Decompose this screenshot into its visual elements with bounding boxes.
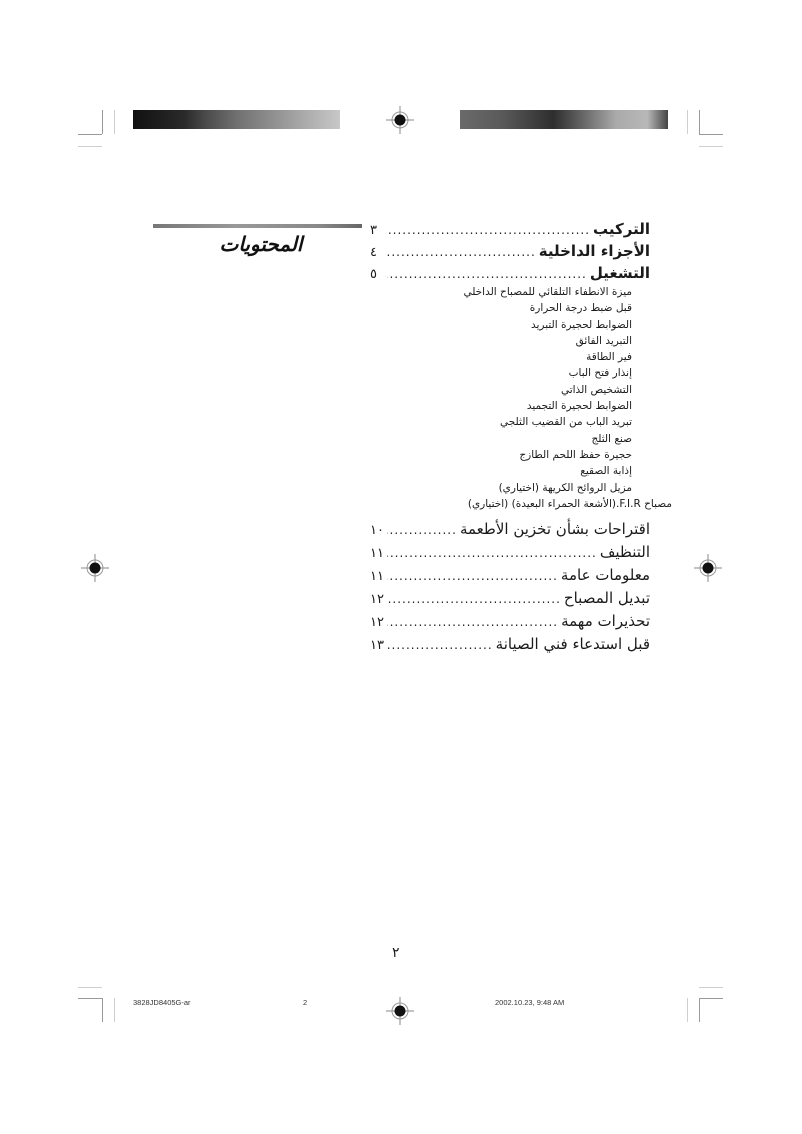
toc-subentry[interactable]	[370, 351, 650, 367]
toc-subentry-label: التبريد الفائق	[575, 334, 632, 347]
toc-subentry-label: إنذار فتح الباب	[568, 367, 632, 380]
toc-entry-page: ١٢	[370, 615, 384, 631]
toc-subentry[interactable]	[370, 400, 650, 416]
toc-entry-page: ١٠	[370, 523, 384, 539]
toc-subentry[interactable]	[370, 482, 650, 498]
toc-subentry[interactable]	[370, 465, 650, 481]
leader-dots	[387, 523, 457, 537]
leader-dots	[387, 569, 558, 583]
toc-subentry[interactable]	[370, 302, 650, 318]
toc-entry-page: ٤	[370, 245, 377, 260]
toc-subentry-label: ميزة الانطفاء التلقائي للمصباح الداخلي	[463, 286, 632, 298]
toc-subentry[interactable]	[370, 498, 690, 514]
leader-dots	[387, 267, 587, 281]
toc-subentry-label: تبريد الباب من القضيب الثلجي	[500, 416, 632, 429]
registration-target-icon	[386, 997, 414, 1025]
toc-subentry[interactable]	[370, 416, 650, 432]
toc-subentry-label: مزيل الروائح الكريهة (اختياري)	[498, 481, 632, 494]
toc-subentry-label: قبل ضبط درجة الحرارة	[529, 302, 632, 315]
toc-subentry-label: الضوابط لحجيرة التبريد	[530, 318, 632, 331]
toc-subentry-label: إذابة الصقيع	[580, 465, 632, 478]
toc-entry[interactable]	[370, 220, 650, 242]
toc-subentry-label: فير الطاقة	[586, 351, 632, 364]
toc-entry-page: ١١	[370, 569, 384, 585]
toc-entry-label: تحذيرات مهمة	[561, 612, 650, 631]
slug-file-id: 3828JD8405G-ar	[133, 998, 191, 1007]
toc-entry-label: اقتراحات بشأن تخزين الأطعمة	[459, 520, 650, 539]
toc-subentry-label: صنع الثلج	[591, 432, 632, 445]
page-number: ٢	[392, 945, 400, 961]
page-title: المحتويات	[219, 232, 303, 256]
toc-subentry-label: مصباح F.I.R.(الأشعة الحمراء البعيدة) (اختياري)	[467, 497, 672, 510]
registration-target-icon	[81, 554, 109, 582]
toc-entry-page: ١١	[370, 546, 384, 562]
density-bar-right	[460, 110, 668, 129]
registration-target-icon	[694, 554, 722, 582]
toc-entry[interactable]	[370, 612, 650, 635]
slug-sheet-number: 2	[303, 998, 308, 1007]
toc-entry-label: معلومات عامة	[560, 566, 650, 585]
density-bar-left	[133, 110, 340, 129]
leader-dots	[387, 223, 590, 237]
toc-entry[interactable]	[370, 543, 650, 566]
toc-entry[interactable]	[370, 264, 650, 286]
toc-subentry[interactable]	[370, 449, 650, 465]
toc-entry-label: التشغيل	[589, 264, 650, 282]
leader-dots	[387, 546, 597, 560]
leader-dots	[387, 615, 558, 629]
toc-entry-label: تبديل المصباح	[563, 589, 650, 608]
slug-timestamp: 2002.10.23, 9:48 AM	[495, 998, 565, 1007]
toc-entry[interactable]	[370, 520, 650, 543]
toc-entry-label: التنظيف	[599, 543, 650, 562]
toc-entry[interactable]	[370, 589, 650, 612]
toc-entry-label: قبل استدعاء فني الصيانة	[495, 635, 650, 654]
toc-subentry[interactable]	[370, 384, 650, 400]
toc-entry[interactable]	[370, 635, 650, 658]
leader-dots	[387, 245, 536, 259]
leader-dots	[387, 638, 493, 652]
toc-subentry[interactable]	[370, 335, 650, 351]
leader-dots	[387, 592, 561, 606]
title-rule	[153, 224, 362, 228]
toc-subentry[interactable]	[370, 286, 650, 302]
toc-entry-page: ٥	[370, 267, 377, 282]
toc-entry[interactable]	[370, 242, 650, 264]
toc-entry-page: ٣	[370, 223, 377, 238]
toc-subentry[interactable]	[370, 319, 650, 335]
toc-entry-page: ١٣	[370, 638, 384, 654]
table-of-contents	[370, 220, 672, 658]
toc-entry-label: الأجزاء الداخلية	[538, 242, 650, 260]
toc-entry-page: ١٢	[370, 592, 384, 608]
toc-entry-label: التركيب	[593, 220, 650, 238]
toc-subentry[interactable]	[370, 433, 650, 449]
toc-entry[interactable]	[370, 566, 650, 589]
toc-subentry-label: التشخيص الذاتي	[560, 383, 632, 396]
toc-subentry[interactable]	[370, 367, 650, 383]
toc-subentry-label: حجيرة حفظ اللحم الطازج	[519, 448, 632, 461]
toc-subentry-label: الضوابط لحجيرة التجميد	[526, 400, 632, 413]
registration-target-icon	[386, 106, 414, 134]
